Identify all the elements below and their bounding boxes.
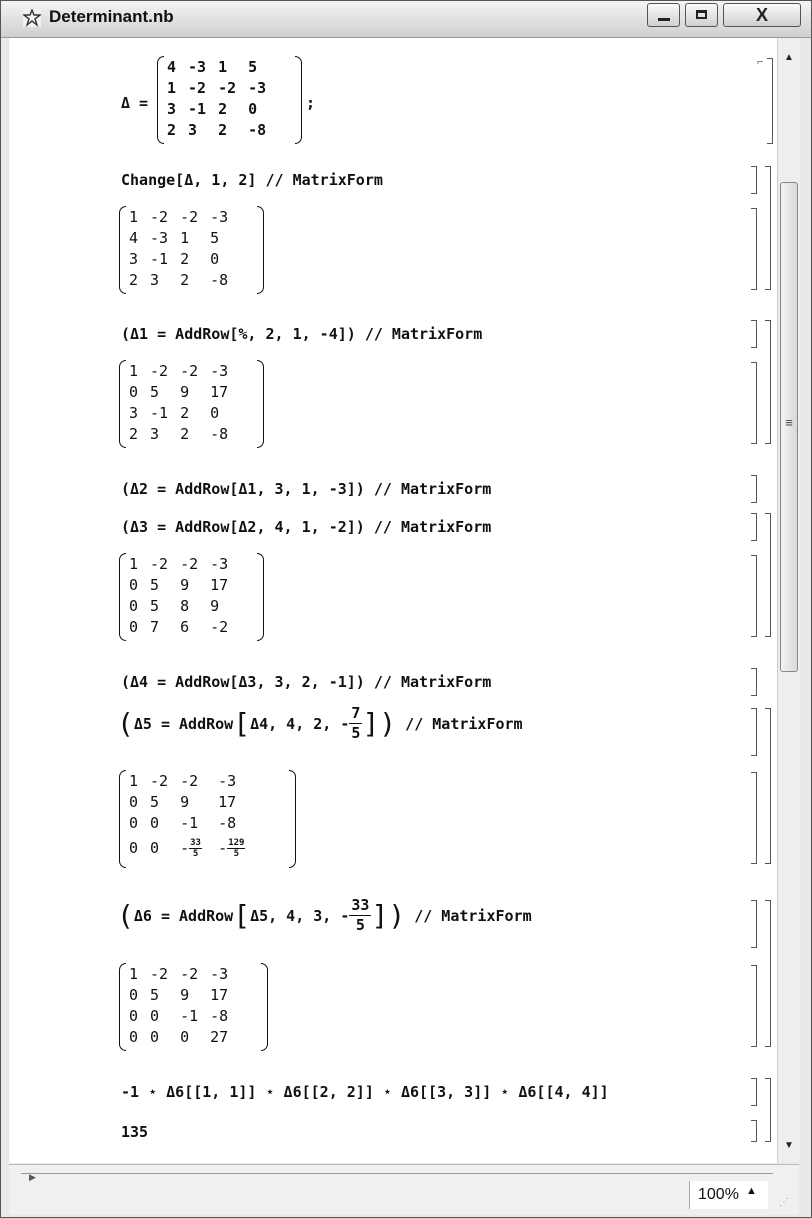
cell9-output: 135 <box>121 1123 149 1141</box>
window-title: Determinant.nb <box>49 7 174 26</box>
bracket-right <box>257 360 264 448</box>
matrix-row <box>123 984 234 1005</box>
fraction-numerator: 33 <box>351 896 370 914</box>
matrix-cell: 2 <box>218 99 228 118</box>
cell-bracket[interactable] <box>751 208 757 290</box>
matrix-row <box>161 56 272 77</box>
matrix-cell: -8 <box>210 270 229 289</box>
matrix-row <box>123 423 234 444</box>
matrix-cell: 0 <box>210 403 220 422</box>
cell-bracket[interactable] <box>751 513 757 541</box>
fraction <box>349 896 371 935</box>
cell-bracket[interactable] <box>751 668 757 696</box>
cell-group-bracket[interactable] <box>765 320 771 444</box>
fraction-numerator: 33 <box>190 837 201 848</box>
bracket-open: [ <box>233 899 251 932</box>
matrix-cell: -3 <box>248 78 267 97</box>
matrix-cell: -2 <box>180 771 199 790</box>
matrix-row <box>123 227 234 248</box>
matrix-cell: 2 <box>180 270 190 289</box>
scroll-up-icon[interactable]: ▲ <box>784 52 794 63</box>
bracket-right <box>295 56 302 144</box>
matrix-cell: -1 <box>180 1006 199 1025</box>
matrix-cell: 0 <box>129 813 139 832</box>
matrix-cell: -3 <box>210 554 229 573</box>
matrix-cell: 27 <box>210 1027 229 1046</box>
cell-bracket[interactable] <box>751 900 757 948</box>
matrix-cell: 3 <box>167 99 177 118</box>
matrix-cell: 5 <box>150 596 160 615</box>
cell-bracket[interactable] <box>751 1078 757 1106</box>
cell6-input[interactable]: (Δ4 = AddRow[Δ3, 3, 2, -1]) // MatrixForm <box>121 673 492 691</box>
matrix-row <box>123 248 234 269</box>
matrix-cell: 9 <box>180 382 190 401</box>
zoom-control[interactable] <box>689 1181 768 1209</box>
matrix-cell: -2 <box>150 964 169 983</box>
matrix-cell: -3 <box>188 57 207 76</box>
matrix-row <box>123 812 251 833</box>
matrix-cell: 4 <box>167 57 177 76</box>
matrix-output <box>123 963 234 1047</box>
matrix-cell: 2 <box>180 403 190 422</box>
cell1-prefix: Δ = <box>121 94 149 112</box>
matrix-cell: -2 <box>218 78 237 97</box>
matrix-cell: -2 <box>180 207 199 226</box>
matrix-cell: 5 <box>150 382 160 401</box>
matrix-cell: 5 <box>210 228 220 247</box>
matrix-row <box>123 206 234 227</box>
matrix-cell: 9 <box>180 792 190 811</box>
fraction-denominator: 5 <box>233 848 240 859</box>
matrix-cell: -2 <box>150 207 169 226</box>
fraction <box>349 704 362 743</box>
matrix-cell: 0 <box>129 617 139 636</box>
matrix-row <box>123 833 251 863</box>
matrix-cell: -3 <box>150 228 169 247</box>
matrix-cell: -1 <box>150 249 169 268</box>
matrix-cell: -2 <box>180 964 199 983</box>
grip-icon: ≡ <box>785 415 793 430</box>
matrix-cell: 3 <box>150 424 160 443</box>
matrix-cell: 0 <box>150 1006 160 1025</box>
matrix-row <box>161 119 272 140</box>
scrollbar-thumb[interactable] <box>780 182 798 672</box>
matrix-output <box>123 360 234 444</box>
notebook-content[interactable] <box>9 38 777 1163</box>
matrix-cell: -2 <box>180 554 199 573</box>
matrix-cell: 3 <box>129 403 139 422</box>
matrix-row <box>161 77 272 98</box>
matrix-cell: -8 <box>218 813 237 832</box>
cell-bracket[interactable] <box>751 708 757 756</box>
cell7-postfix: // MatrixForm <box>396 714 523 733</box>
bracket-right <box>257 553 264 641</box>
title-bar[interactable] <box>1 1 811 38</box>
scroll-down-icon[interactable]: ▼ <box>784 1140 794 1151</box>
matrix-row <box>123 269 234 290</box>
matrix-cell: 7 <box>150 617 160 636</box>
matrix-row <box>123 791 251 812</box>
matrix-output <box>123 553 234 637</box>
matrix-cell: 0 <box>129 792 139 811</box>
cell4-input[interactable]: (Δ2 = AddRow[Δ1, 3, 1, -3]) // MatrixForm <box>121 480 492 498</box>
matrix-cell: 0 <box>129 596 139 615</box>
matrix-cell: 9 <box>180 985 190 1004</box>
cell-bracket[interactable] <box>751 320 757 348</box>
matrix-cell: 2 <box>180 424 190 443</box>
matrix-row <box>123 553 234 574</box>
matrix-cell: -2 <box>150 771 169 790</box>
matrix-cell: -2 <box>150 361 169 380</box>
matrix-cell: 1 <box>129 361 139 380</box>
cell-group-bracket[interactable] <box>765 708 771 864</box>
matrix-cell: 3 <box>188 120 198 139</box>
matrix-cell: 2 <box>129 424 139 443</box>
matrix-output <box>123 206 234 290</box>
matrix-row <box>123 574 234 595</box>
cell9-input[interactable]: -1 ⋆ Δ6[[1, 1]] ⋆ Δ6[[2, 2]] ⋆ Δ6[[3, 3]] ⋆ Δ6[[4, 4]] <box>121 1083 609 1101</box>
fraction-denominator: 5 <box>355 916 365 934</box>
cell-bracket[interactable] <box>751 772 757 864</box>
cell-group-bracket[interactable] <box>765 900 771 1047</box>
matrix-cell <box>174 833 212 863</box>
cell-bracket[interactable] <box>751 1120 757 1142</box>
cell5-input[interactable]: (Δ3 = AddRow[Δ2, 4, 1, -2]) // MatrixForm <box>121 518 492 536</box>
cell-bracket[interactable] <box>751 362 757 444</box>
matrix-cell: 17 <box>210 382 229 401</box>
cell8-lhs: Δ6 = AddRow <box>133 906 234 925</box>
matrix-cell: 2 <box>180 249 190 268</box>
matrix-cell: 8 <box>180 596 190 615</box>
cell8-postfix: // MatrixForm <box>405 906 532 925</box>
matrix-cell: 0 <box>180 1027 190 1046</box>
matrix-cell: 5 <box>150 575 160 594</box>
matrix-cell: 0 <box>129 839 139 857</box>
matrix-cell: 0 <box>210 249 220 268</box>
matrix-row <box>161 98 272 119</box>
bracket-right <box>261 963 268 1051</box>
matrix-cell: 0 <box>150 813 160 832</box>
paren-close: ) <box>379 707 397 740</box>
matrix-cell: 5 <box>150 985 160 1004</box>
matrix-cell: 0 <box>129 1027 139 1046</box>
matrix-row <box>123 381 234 402</box>
bracket-open: [ <box>233 707 251 740</box>
matrix-output <box>123 770 251 863</box>
bracket-close: ] <box>371 899 389 932</box>
matrix-row <box>123 963 234 984</box>
matrix-cell: -8 <box>248 120 267 139</box>
resize-grip-icon[interactable]: ⋰ <box>779 1197 789 1208</box>
matrix-cell: 1 <box>129 554 139 573</box>
matrix-cell: -3 <box>210 361 229 380</box>
minimize-icon <box>658 18 670 21</box>
matrix-row <box>123 1026 234 1047</box>
matrix-cell: -3 <box>210 207 229 226</box>
cell2-input[interactable]: Change[Δ, 1, 2] // MatrixForm <box>121 171 383 189</box>
matrix-cell: 0 <box>129 382 139 401</box>
matrix-cell: 0 <box>129 575 139 594</box>
matrix-cell: 17 <box>210 985 229 1004</box>
matrix-delta <box>161 56 272 140</box>
cell1-suffix: ; <box>306 94 316 112</box>
cell3-input[interactable]: (Δ1 = AddRow[%, 2, 1, -4]) // MatrixForm <box>121 325 483 343</box>
matrix-cell: 0 <box>248 99 258 118</box>
matrix-cell: -8 <box>210 424 229 443</box>
cell-marker-icon: ⌐ <box>757 56 764 68</box>
bracket-right <box>257 206 264 294</box>
cell-group-bracket[interactable] <box>765 166 771 290</box>
mathematica-icon <box>23 9 41 27</box>
matrix-cell: 0 <box>129 985 139 1004</box>
matrix-cell: -1 <box>180 813 199 832</box>
cell-bracket[interactable] <box>751 555 757 637</box>
paren-close: ) <box>388 899 406 932</box>
vertical-scrollbar[interactable] <box>777 38 800 1162</box>
matrix-cell: 5 <box>150 792 160 811</box>
paren-open: ( <box>117 899 134 932</box>
matrix-cell: 0 <box>129 1006 139 1025</box>
matrix-row <box>123 402 234 423</box>
zoom-up-icon[interactable]: ▲ <box>746 1185 757 1197</box>
matrix-cell: -1 <box>188 99 207 118</box>
fraction-numerator: 129 <box>228 837 245 848</box>
cell-group-bracket[interactable] <box>765 513 771 637</box>
matrix-cell: 3 <box>150 270 160 289</box>
matrix-cell: -2 <box>180 361 199 380</box>
cell7-input[interactable] <box>117 704 523 743</box>
matrix-cell: 5 <box>248 57 258 76</box>
zoom-level: 100% <box>698 1186 739 1203</box>
matrix-cell: 1 <box>180 228 190 247</box>
bracket-close: ] <box>362 707 380 740</box>
cell-group-bracket[interactable] <box>765 1078 771 1142</box>
matrix-cell: -2 <box>210 617 229 636</box>
fraction <box>189 838 202 859</box>
cell8-input[interactable] <box>117 896 532 935</box>
matrix-cell: -2 <box>188 78 207 97</box>
matrix-cell: 9 <box>180 575 190 594</box>
matrix-cell: 1 <box>167 78 177 97</box>
matrix-cell: 17 <box>218 792 237 811</box>
fraction-numerator: 7 <box>351 704 361 722</box>
cell-insertion-line[interactable] <box>21 1172 773 1182</box>
minus-sign: - <box>180 838 190 857</box>
matrix-cell <box>212 833 251 863</box>
cell-bracket[interactable] <box>767 58 773 144</box>
matrix-cell: -3 <box>210 964 229 983</box>
maximize-icon <box>696 10 707 19</box>
bracket-right <box>289 770 296 868</box>
maximize-button[interactable] <box>685 3 718 27</box>
matrix-cell: 1 <box>218 57 228 76</box>
cell7-lhs: Δ5 = AddRow <box>133 714 234 733</box>
matrix-cell: 3 <box>129 249 139 268</box>
minimize-button[interactable] <box>647 3 680 27</box>
matrix-cell: 1 <box>129 964 139 983</box>
insertion-arrow-icon: ▶ <box>29 1172 36 1182</box>
matrix-cell: -8 <box>210 1006 229 1025</box>
matrix-cell: -2 <box>150 554 169 573</box>
matrix-row <box>123 770 251 791</box>
matrix-cell: 0 <box>150 1027 160 1046</box>
status-bar <box>9 1164 799 1215</box>
fraction-denominator: 5 <box>351 724 361 742</box>
matrix-cell: -3 <box>218 771 237 790</box>
matrix-row <box>123 595 234 616</box>
close-icon: X <box>755 5 768 25</box>
matrix-row <box>123 360 234 381</box>
matrix-cell: -1 <box>150 403 169 422</box>
matrix-cell: 1 <box>129 207 139 226</box>
matrix-cell: 2 <box>129 270 139 289</box>
paren-open: ( <box>117 707 134 740</box>
cell-bracket[interactable] <box>751 166 757 194</box>
matrix-row <box>123 1005 234 1026</box>
fraction <box>227 838 245 859</box>
matrix-cell: 17 <box>210 575 229 594</box>
minus-sign: - <box>218 838 228 857</box>
cell7-args: Δ4, 4, 2, - <box>250 714 350 733</box>
cell-bracket[interactable] <box>751 965 757 1047</box>
fraction-denominator: 5 <box>192 848 199 859</box>
matrix-cell: 0 <box>150 839 160 857</box>
matrix-cell: 6 <box>180 617 190 636</box>
matrix-cell: 9 <box>210 596 220 615</box>
matrix-cell: 2 <box>167 120 177 139</box>
cell-bracket[interactable] <box>751 475 757 503</box>
matrix-row <box>123 616 234 637</box>
close-button[interactable] <box>723 3 801 27</box>
cell8-args: Δ5, 4, 3, - <box>250 906 350 925</box>
matrix-cell: 1 <box>129 771 139 790</box>
matrix-cell: 4 <box>129 228 139 247</box>
matrix-cell: 2 <box>218 120 228 139</box>
